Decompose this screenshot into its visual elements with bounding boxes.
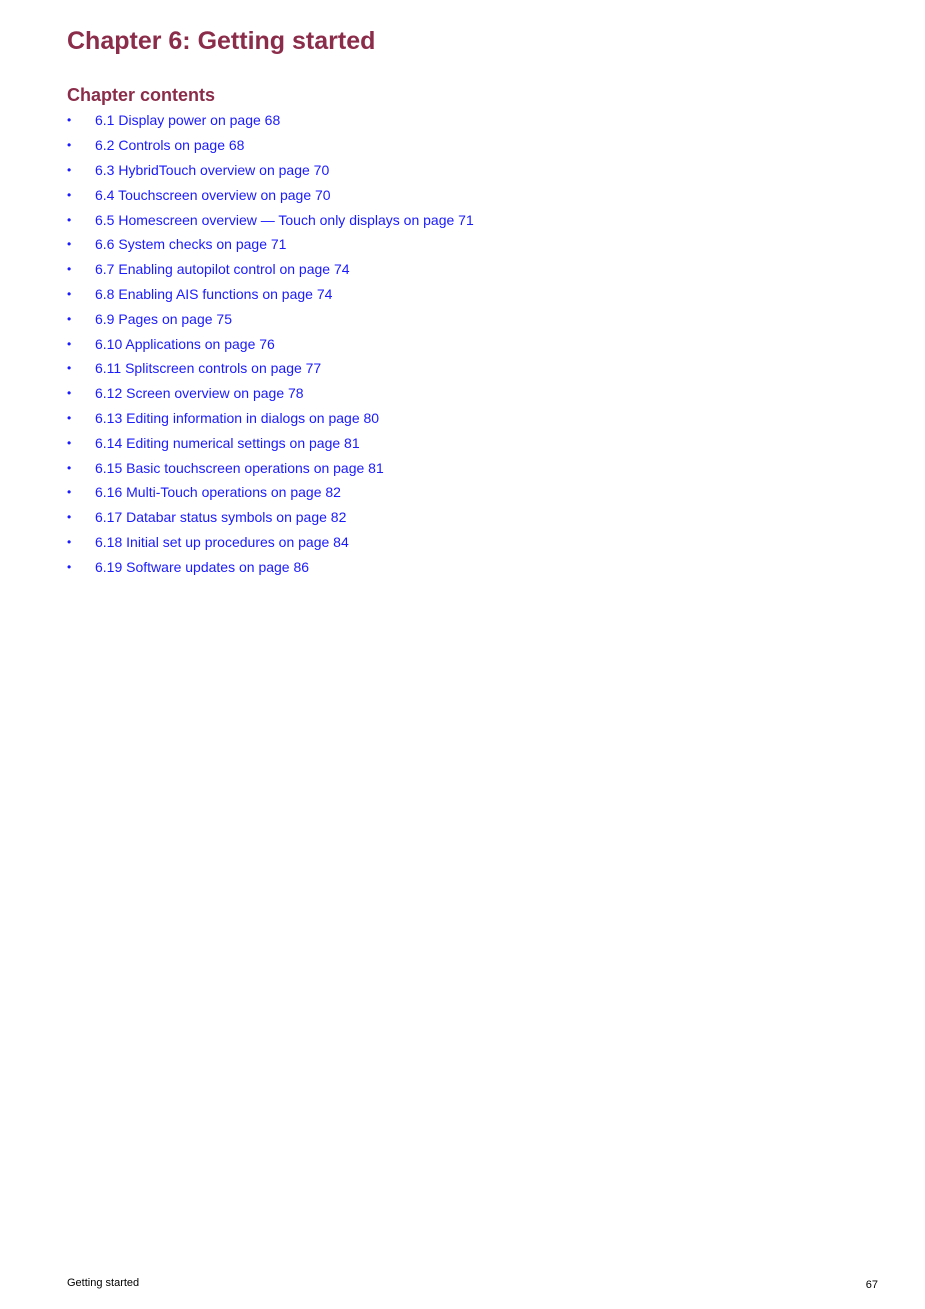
toc-link[interactable]: 6.17 Databar status symbols on page 82 [95, 509, 347, 526]
list-item [67, 455, 474, 480]
toc-link[interactable]: 6.13 Editing information in dialogs on page 80 [95, 409, 380, 426]
chapter-title: Chapter 6: Getting started [67, 27, 376, 55]
bullet-icon: • [67, 286, 72, 301]
toc-link[interactable]: 6.1 Display power on page 68 [95, 112, 281, 129]
list-item [67, 282, 474, 307]
chapter-contents-list [67, 108, 474, 579]
footer-section-title: Getting started [67, 1277, 140, 1289]
bullet-icon: • [67, 485, 72, 500]
page-number: 67 [865, 1279, 878, 1291]
list-item [67, 356, 474, 381]
list-item [67, 381, 474, 406]
list-item [67, 133, 474, 158]
list-item [67, 480, 474, 505]
bullet-icon: • [67, 237, 72, 252]
bullet-icon: • [67, 534, 72, 549]
toc-link[interactable]: 6.9 Pages on page 75 [95, 310, 233, 327]
bullet-icon: • [67, 386, 72, 401]
list-item [67, 182, 474, 207]
list-item [67, 554, 474, 579]
bullet-icon: • [67, 510, 72, 525]
toc-link[interactable]: 6.14 Editing numerical settings on page 81 [95, 434, 360, 451]
toc-link[interactable]: 6.19 Software updates on page 86 [95, 558, 310, 575]
bullet-icon: • [67, 262, 72, 277]
bullet-icon: • [67, 138, 72, 153]
toc-link[interactable]: 6.8 Enabling AIS functions on page 74 [95, 285, 333, 302]
toc-link[interactable]: 6.4 Touchscreen overview on page 70 [95, 186, 331, 203]
bullet-icon: • [67, 113, 72, 128]
toc-link[interactable]: 6.3 HybridTouch overview on page 70 [95, 161, 330, 178]
bullet-icon: • [67, 212, 72, 227]
list-item [67, 108, 474, 133]
toc-link[interactable]: 6.10 Applications on page 76 [95, 335, 275, 352]
list-item [67, 232, 474, 257]
list-item [67, 207, 474, 232]
toc-link[interactable]: 6.2 Controls on page 68 [95, 137, 245, 154]
bullet-icon: • [67, 187, 72, 202]
toc-link[interactable]: 6.6 System checks on page 71 [95, 236, 287, 253]
toc-link[interactable]: 6.7 Enabling autopilot control on page 74 [95, 261, 350, 278]
chapter-contents-heading: Chapter contents [67, 85, 216, 105]
list-item [67, 530, 474, 555]
bullet-icon: • [67, 311, 72, 326]
list-item [67, 158, 474, 183]
bullet-icon: • [67, 162, 72, 177]
bullet-icon: • [67, 435, 72, 450]
bullet-icon: • [67, 559, 72, 574]
bullet-icon: • [67, 361, 72, 376]
toc-link[interactable]: 6.16 Multi-Touch operations on page 82 [95, 484, 341, 501]
bullet-icon: • [67, 460, 72, 475]
toc-link[interactable]: 6.15 Basic touchscreen operations on page 81 [95, 459, 384, 476]
list-item [67, 505, 474, 530]
toc-link[interactable]: 6.12 Screen overview on page 78 [95, 385, 304, 402]
toc-link[interactable]: 6.5 Homescreen overview — Touch only displays on page 71 [95, 211, 474, 228]
list-item [67, 306, 474, 331]
toc-link[interactable]: 6.11 Splitscreen controls on page 77 [95, 360, 322, 377]
list-item [67, 406, 474, 431]
list-item [67, 257, 474, 282]
toc-link[interactable]: 6.18 Initial set up procedures on page 84 [95, 533, 349, 550]
list-item [67, 331, 474, 356]
bullet-icon: • [67, 410, 72, 425]
list-item [67, 430, 474, 455]
bullet-icon: • [67, 336, 72, 351]
